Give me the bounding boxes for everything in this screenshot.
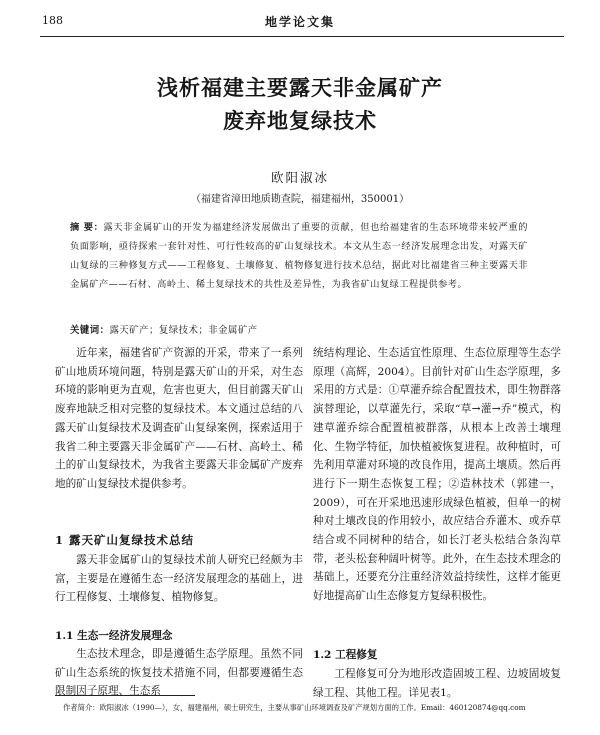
keywords-text: 露天矿产；复绿技术；非金属矿产: [109, 325, 258, 336]
subsection-1-2-text: 工程修复可分为地形改造固坡工程、边坡固坡复绿工程、其他工程。详见表1。: [313, 668, 561, 699]
page-number: 188: [42, 14, 63, 27]
subsection-1-2-paragraph: [313, 665, 561, 702]
abstract-text: 露天非金属矿山的开发为福建经济发展做出了重要的贡献，但也给福建省的生态环境带来较严重的负面影响，亟待探索一套针对性、可行性较高的矿山复绿技术。本文从生态一经济发展理念出发，对露天矿山复绿的三种修复方式——工程修复、土壤修复、植物修复进行技术总结，据此对比福建省三种主要露天非金属矿产——石材、高岭土、稀土复绿技术的共性及差异性，为我省矿山复绿工程提供参考。: [70, 222, 528, 291]
right-column-paragraph: [313, 344, 561, 606]
right-column-text: 统结构理论、生态适宜性原理、生态位原理等生态学原理（高辉，2004）。目前针对矿山生态学原理，多采用的方式是：①草灌乔综合配置技术，即生物群落演替理论，以草灌先行，采取“草→灌→乔”模式，构建草灌乔综合配置植被群落，从根本上改善土壤理化、生物学特征，加快植被恢复进程。故种植时，可先利用草灌对环境的改良作用，提高土壤质。然后再进行下一期生态恢复工程；②造林技术（郭建一，2009），可在开采地迅速形成绿色植被，但单一的树种对土壤改良的作用较小，故应结合乔灌木、或乔草结合或不同树种的结合，如长汀老头松结合条沟草带，老头松套种阔叶树等。此外，在生态技术理念的基础上，还要充分注重经济效益持续性，这样才能更好地提高矿山生态修复方复绿积极性。: [313, 347, 561, 603]
subsection-1-1-paragraph: [55, 645, 303, 701]
keywords-label: 关键词：: [70, 325, 110, 336]
keywords: [70, 322, 258, 336]
article-title-line1: 浅析福建主要露天非金属矿产: [157, 75, 443, 100]
journal-title: 地学论文集: [264, 15, 335, 29]
intro-paragraph: [55, 344, 303, 494]
article-title-line2: 废弃地复绿技术: [223, 108, 377, 133]
footnote-rule: [55, 695, 195, 696]
author-affiliation: （福建省漳田地质勘查院，福建福州，350001）: [190, 194, 410, 205]
header-rule: [40, 36, 564, 37]
author-name: 欧阳淑冰: [270, 170, 329, 185]
footnote: 作者简介：欧阳淑冰（1990—），女，福建福州，硕士研究生，主要从事矿山环境调查及矿产规划方面的工作。Email：460120874@qq.com: [63, 703, 526, 712]
subsection-1-1-text: 生态技术理念，即是遵循生态学原理。虽然不同矿山生态系统的恢复技术措施不同，但都要遵循生态限制因子原理、生态系: [55, 648, 303, 698]
section-1-text: 露天非金属矿山的复绿技术前人研究已经颇为丰富，主要是在遵循生态一经济发展理念的基础上，进行工程修复、土壤修复、植物修复。: [55, 554, 303, 604]
abstract-label: 摘 要：: [70, 222, 104, 233]
subsection-1-1-heading: 1.1 生态一经济发展理念: [55, 630, 173, 642]
abstract: [70, 218, 528, 294]
subsection-1-2-heading: 1.2 工程修复: [313, 649, 378, 661]
intro-text: 近年来，福建省矿产资源的开采，带来了一系列矿山地质环境问题，特别是露天矿山的开采，对生态环境的影响更为直观，危害也更大，但目前露天矿山废弃地缺乏相对完整的复绿技术。本文通过总结的八露天矿山复绿技术及调查矿山复绿案例，探索适用于我省二种主要露天非金属矿产——石材、高岭土、稀土的矿山复绿技术，为我省主要露天非金属矿产废弃地的矿山复绿技术提供参考。: [55, 347, 303, 490]
section-1-heading: 1 露天矿山复绿技术总结: [55, 533, 195, 547]
section-1-paragraph: [55, 551, 303, 607]
